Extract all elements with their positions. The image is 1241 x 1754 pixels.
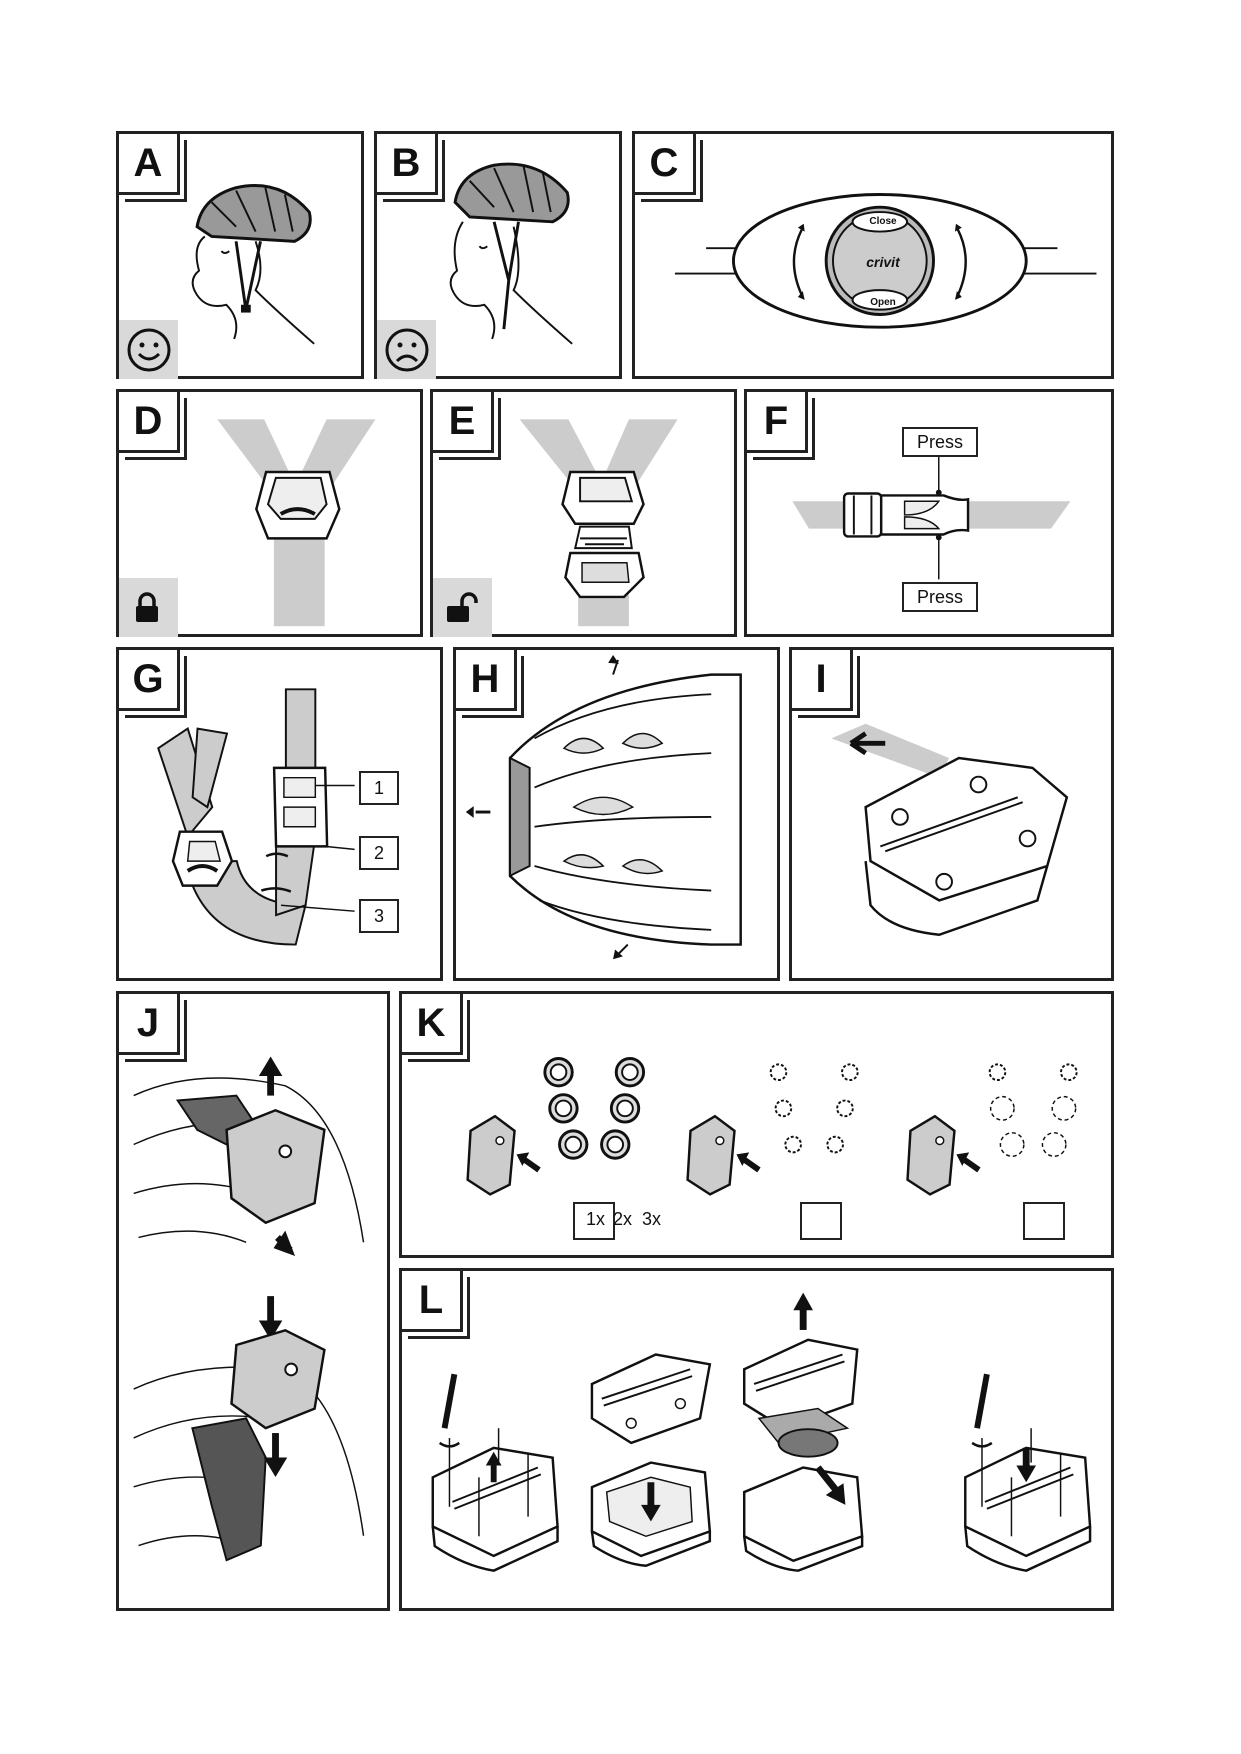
mode-2-box	[800, 1202, 842, 1240]
dial-close-label: Close	[869, 216, 897, 227]
panel-d-letter: D	[133, 399, 163, 443]
step-1-unscrew	[433, 1374, 558, 1571]
panel-f-letter: F	[763, 399, 789, 443]
callout-2: 2	[359, 836, 399, 870]
panel-h	[453, 647, 780, 981]
panel-e-letter: E	[448, 399, 476, 443]
mode-3-device	[908, 1064, 1077, 1194]
dial-brand-label: crivit	[866, 254, 900, 270]
mode-2x-label: 2x	[613, 1209, 633, 1229]
light-unit-mounting-illustration	[119, 994, 387, 1608]
mode-1x-label: 1x	[586, 1209, 606, 1229]
dial-open-label: Open	[870, 297, 896, 308]
step-2-open-cover	[592, 1355, 710, 1566]
battery-replacement-illustration	[402, 1271, 1111, 1608]
panel-f	[744, 389, 1114, 637]
panel-i	[789, 647, 1114, 981]
panel-g	[116, 647, 443, 981]
step-3-replace-battery	[744, 1293, 862, 1571]
panel-j	[116, 991, 390, 1611]
mode-2-device	[688, 1064, 858, 1194]
panel-k-letter: K	[416, 1001, 446, 1045]
panel-a	[116, 131, 364, 379]
mode-3-box	[1023, 1202, 1065, 1240]
panel-e	[430, 389, 737, 637]
panel-h-letter: H	[470, 657, 500, 701]
press-bottom-label: Press	[902, 582, 978, 612]
step-4-screw-back	[965, 1374, 1090, 1571]
panel-k	[399, 991, 1114, 1258]
press-top-label: Press	[902, 427, 978, 457]
panel-l-letter: L	[418, 1278, 444, 1322]
light-modes-illustration	[402, 994, 1111, 1255]
mode-1-device	[468, 1059, 644, 1195]
sad-face-icon	[383, 326, 431, 374]
helmet-visor-removal-illustration	[456, 650, 777, 978]
mode-3x-label: 3x	[642, 1209, 662, 1229]
panel-b-letter: B	[391, 141, 421, 185]
callout-1: 1	[359, 771, 399, 805]
panel-j-letter: J	[136, 1001, 160, 1045]
panel-i-letter: I	[815, 657, 827, 701]
smiley-face-icon	[125, 326, 173, 374]
panel-b	[374, 131, 622, 379]
panel-a-letter: A	[133, 141, 163, 185]
light-unit-strap-illustration	[792, 650, 1111, 978]
panel-d	[116, 389, 423, 637]
padlock-unlocked-icon	[445, 592, 479, 624]
panel-g-letter: G	[132, 657, 164, 701]
panel-c	[632, 131, 1114, 379]
panel-l	[399, 1268, 1114, 1611]
padlock-locked-icon	[133, 592, 161, 624]
callout-3: 3	[359, 899, 399, 933]
panel-c-letter: C	[649, 141, 679, 185]
